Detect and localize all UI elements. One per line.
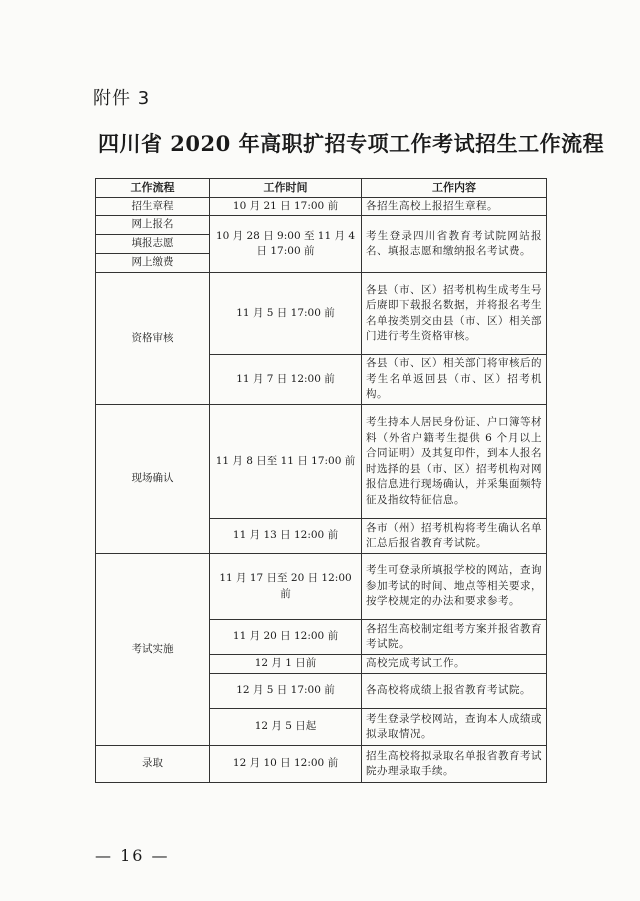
table-row — [96, 198, 547, 216]
content-cell: 招生高校将拟录取名单报省教育考试院办理录取手续。 — [362, 746, 547, 783]
content-cell: 考生登录学校网站，查询本人成绩或拟录取情况。 — [362, 709, 547, 746]
header-content: 工作内容 — [362, 179, 547, 198]
content-cell: 各县（市、区）相关部门将审核后的考生名单返回县（市、区）招考机构。 — [362, 355, 547, 405]
table-row — [96, 405, 547, 519]
content-cell: 考生登录四川省教育考试院网站报名、填报志愿和缴纳报名考试费。 — [362, 216, 547, 273]
stage-cell: 现场确认 — [96, 405, 210, 554]
time-cell: 10 月 21 日 17:00 前 — [210, 198, 362, 216]
time-cell: 12 月 1 日前 — [210, 655, 362, 674]
time-cell: 12 月 10 日 12:00 前 — [210, 746, 362, 783]
content-cell: 高校完成考试工作。 — [362, 655, 547, 674]
stage-cell: 录取 — [96, 746, 210, 783]
table-row — [96, 746, 547, 783]
table-row — [96, 554, 547, 620]
time-cell: 12 月 5 日起 — [210, 709, 362, 746]
time-cell: 11 月 8 日至 11 日 17:00 前 — [210, 405, 362, 519]
content-cell: 考生持本人居民身份证、户口簿等材料（外省户籍考生提供 6 个月以上合同证明）及其复印件，到本人报名时选择的县（市、区）招考机构对网报信息进行现场确认，并采集面频特征及指纹特征信息。 — [362, 405, 547, 519]
time-cell: 11 月 7 日 12:00 前 — [210, 355, 362, 405]
attachment-label: 附件 3 — [93, 88, 151, 109]
stage-cell: 考试实施 — [96, 554, 210, 746]
content-cell: 各招生高校制定组考方案并报省教育考试院。 — [362, 620, 547, 655]
workflow-table — [95, 178, 547, 783]
time-cell: 10 月 28 日 9:00 至 11 月 4 日 17:00 前 — [210, 216, 362, 273]
table-header-row — [96, 179, 547, 198]
table-row — [96, 216, 547, 235]
document-title: 四川省 2020 年高职扩招专项工作考试招生工作流程 — [98, 131, 605, 156]
content-cell: 各高校将成绩上报省教育考试院。 — [362, 674, 547, 709]
header-time: 工作时间 — [210, 179, 362, 198]
time-cell: 11 月 17 日至 20 日 12:00 前 — [210, 554, 362, 620]
stage-cell: 资格审核 — [96, 273, 210, 405]
time-cell: 11 月 13 日 12:00 前 — [210, 519, 362, 554]
time-cell: 12 月 5 日 17:00 前 — [210, 674, 362, 709]
content-cell: 考生可登录所填报学校的网站，查询参加考试的时间、地点等相关要求，按学校规定的办法和要求参考。 — [362, 554, 547, 620]
content-cell: 各县（市、区）招考机构生成考生号后赓即下载报名数据，并将报名考生名单按类别交由县（市、区）相关部门进行考生资格审核。 — [362, 273, 547, 355]
content-cell: 各招生高校上报招生章程。 — [362, 198, 547, 216]
stage-cell: 填报志愿 — [96, 235, 210, 254]
time-cell: 11 月 20 日 12:00 前 — [210, 620, 362, 655]
table-row — [96, 273, 547, 355]
header-stage: 工作流程 — [96, 179, 210, 198]
stage-cell: 网上缴费 — [96, 254, 210, 273]
stage-cell: 招生章程 — [96, 198, 210, 216]
time-cell: 11 月 5 日 17:00 前 — [210, 273, 362, 355]
stage-cell: 网上报名 — [96, 216, 210, 235]
page-number: — 16 — — [95, 846, 170, 865]
content-cell: 各市（州）招考机构将考生确认名单汇总后报省教育考试院。 — [362, 519, 547, 554]
